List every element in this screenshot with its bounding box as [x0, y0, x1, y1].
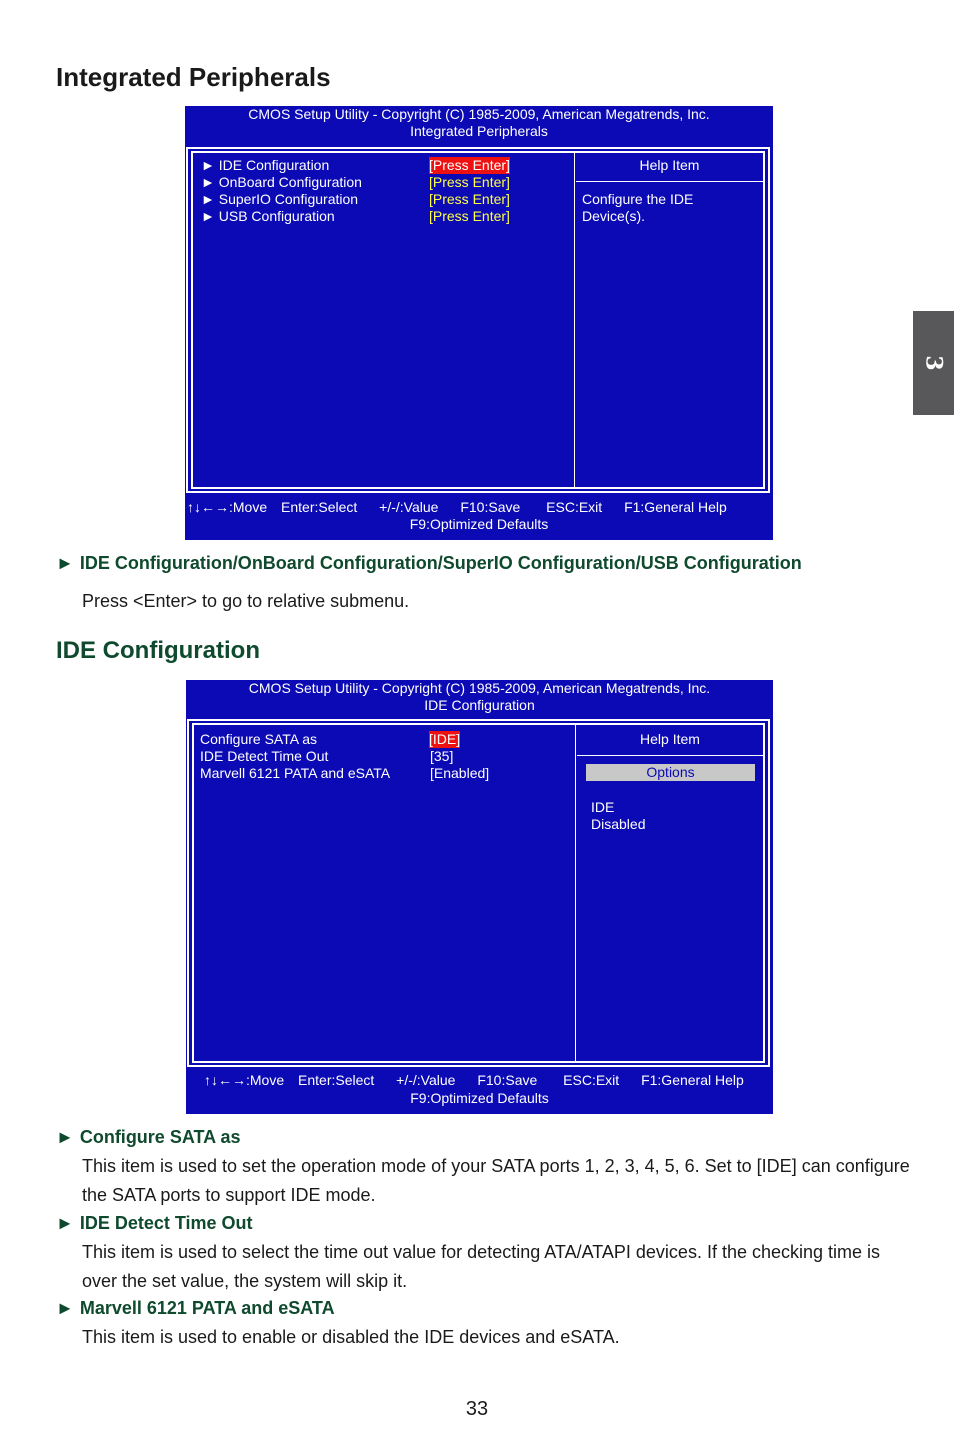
menu-value-onboard-configuration[interactable]: [Press Enter]	[429, 174, 510, 190]
menu-item-superio-configuration[interactable]	[201, 191, 358, 208]
bios-header-copyright: CMOS Setup Utility - Copyright (C) 1985-2009, American Megatrends, Inc.	[248, 680, 711, 696]
item-text-marvell-pata-esata: This item is used to enable or disabled the IDE devices and eSATA.	[82, 1327, 620, 1347]
menu-item-label: ► SuperIO Configuration	[201, 191, 359, 207]
menu-item-label: ► IDE Configuration	[201, 157, 330, 173]
bullet-arrow-icon: ►	[56, 553, 74, 573]
options-list	[591, 799, 645, 833]
footer-move: ↑↓←→:Move	[204, 1072, 285, 1088]
menu-value-ide-configuration[interactable]: [Press Enter]	[429, 157, 510, 173]
setting-marvell-pata-esata[interactable]	[200, 765, 390, 782]
help-separator	[577, 755, 763, 756]
bios-footer-keys	[204, 1072, 744, 1089]
bios-header-title: Integrated Peripherals	[410, 123, 548, 139]
setting-label: Marvell 6121 PATA and eSATA	[200, 765, 391, 781]
menu-item-usb-configuration[interactable]	[201, 208, 335, 225]
footer-value: +/-/:Value	[379, 499, 439, 515]
option-disabled[interactable]: Disabled	[591, 816, 646, 832]
item-text-ide-detect-time-out: This item is used to select the time out value for detecting ATA/ATAPI devices. If the checking time is over the set value, the system will skip it.	[82, 1242, 881, 1291]
item-heading-ide-detect-time-out	[56, 1213, 253, 1234]
section-title-ide-configuration: IDE Configuration	[56, 637, 260, 664]
footer-value: +/-/:Value	[396, 1072, 456, 1088]
footer-exit: ESC:Exit	[563, 1072, 620, 1088]
help-separator	[576, 181, 763, 182]
footer-move: ↑↓←→:Move	[187, 499, 268, 515]
footer-select: Enter:Select	[281, 499, 358, 515]
setting-ide-detect-time-out[interactable]	[200, 748, 328, 765]
section-heading-text: IDE Configuration/OnBoard Configuration/SuperIO Configuration/USB Configuration	[79, 553, 802, 573]
item-text-configure-sata-as: This item is used to set the operation mode of your SATA ports 1, 2, 3, 4, 5, 6. Set to [IDE] can configure the SATA ports to support IDE mode.	[82, 1156, 910, 1205]
menu-item-label: ► OnBoard Configuration	[201, 174, 362, 190]
help-item-title: Help Item	[639, 157, 700, 173]
footer-help: F1:General Help	[641, 1072, 744, 1088]
footer-save: F10:Save	[460, 499, 521, 515]
item-heading-marvell-pata-esata	[56, 1298, 335, 1319]
bios-panel-divider	[575, 723, 576, 1061]
bullet-arrow-icon: ►	[56, 1213, 74, 1233]
footer-exit: ESC:Exit	[546, 499, 603, 515]
help-text-line: Device(s).	[582, 208, 646, 224]
section-text-configurations: Press <Enter> to go to relative submenu.	[82, 591, 410, 611]
setting-label: Configure SATA as	[200, 731, 317, 747]
help-item-title: Help Item	[640, 731, 700, 747]
footer-defaults: F9:Optimized Defaults	[409, 516, 549, 532]
menu-value-superio-configuration[interactable]: [Press Enter]	[429, 191, 510, 207]
page-title: Integrated Peripherals	[56, 62, 331, 92]
help-text-line: Configure the IDE	[582, 191, 694, 207]
footer-save: F10:Save	[477, 1072, 538, 1088]
footer-help: F1:General Help	[624, 499, 727, 515]
page-number: 33	[465, 1398, 489, 1420]
setting-value-marvell-pata-esata[interactable]: [Enabled]	[430, 765, 490, 781]
item-heading-text: Configure SATA as	[79, 1127, 241, 1147]
footer-select: Enter:Select	[298, 1072, 375, 1088]
section-heading-configurations	[56, 553, 802, 574]
chapter-number: 3	[920, 355, 947, 371]
bios-screen-integrated-peripherals	[185, 106, 773, 540]
help-text	[582, 191, 693, 225]
menu-value-usb-configuration[interactable]: [Press Enter]	[429, 208, 510, 224]
bios-footer-keys	[187, 499, 727, 516]
bullet-arrow-icon: ►	[56, 1298, 74, 1318]
setting-label: IDE Detect Time Out	[200, 748, 329, 764]
bios-screen-ide-configuration	[186, 680, 773, 1114]
footer-defaults: F9:Optimized Defaults	[410, 1090, 549, 1106]
bios-header-copyright: CMOS Setup Utility - Copyright (C) 1985-2009, American Megatrends, Inc.	[248, 106, 710, 122]
item-heading-text: Marvell 6121 PATA and eSATA	[79, 1298, 335, 1318]
chapter-tab	[913, 311, 954, 415]
bullet-arrow-icon: ►	[56, 1127, 74, 1147]
menu-item-label: ► USB Configuration	[201, 208, 335, 224]
bios-panel-divider	[574, 151, 575, 487]
option-ide[interactable]: IDE	[591, 799, 615, 815]
options-header: Options	[586, 764, 755, 781]
setting-value-configure-sata-as[interactable]: [IDE]	[429, 731, 461, 747]
setting-configure-sata-as[interactable]	[200, 731, 317, 748]
setting-value-ide-detect-time-out[interactable]: [35]	[430, 748, 454, 764]
item-heading-text: IDE Detect Time Out	[79, 1213, 253, 1233]
menu-item-onboard-configuration[interactable]	[201, 174, 362, 191]
item-heading-configure-sata-as	[56, 1127, 241, 1148]
bios-header-title: IDE Configuration	[424, 697, 535, 713]
menu-item-ide-configuration[interactable]	[201, 157, 329, 174]
